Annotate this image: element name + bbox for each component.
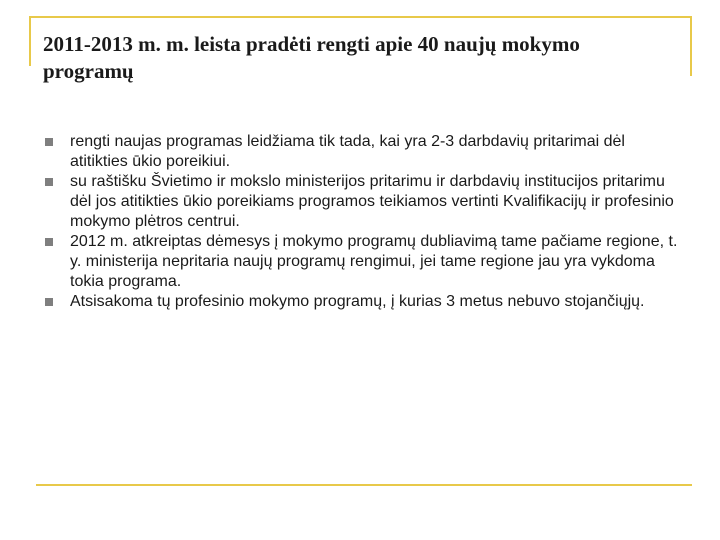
square-bullet-icon: [45, 298, 53, 306]
bullet-text: 2012 m. atkreiptas dėmesys į mokymo programų dubliavimą tame pačiame regione, t. y. ministerija nepritaria naujų programų rengimui, jei tame regione jau yra vykdoma tokia programa.: [70, 233, 678, 290]
bullet-item: [45, 232, 685, 292]
bullet-item: [45, 292, 685, 312]
slide-title: 2011-2013 m. m. leista pradėti rengti apie 40 naujų mokymo programų: [43, 32, 580, 83]
square-bullet-icon: [45, 238, 53, 246]
square-bullet-icon: [45, 178, 53, 186]
bullet-text: rengti naujas programas leidžiama tik tada, kai yra 2-3 darbdavių pritarimai dėl atitikties ūkio poreikiui.: [70, 133, 625, 170]
bullet-item: [45, 172, 685, 232]
bullet-text: su raštišku Švietimo ir mokslo ministerijos pritarimu ir darbdavių institucijos pritarimu dėl jos atitikties ūkio poreikiams programos teikiamos vertinti Kvalifikacijų ir profesinio mokymo plėtros centrui.: [70, 173, 674, 230]
bottom-rule: [36, 484, 692, 486]
bullet-text: Atsisakoma tų profesinio mokymo programų, į kurias 3 metus nebuvo stojančiųjų.: [70, 293, 645, 310]
top-rule: [29, 16, 692, 18]
bullet-item: [45, 132, 685, 172]
bullet-list: [45, 132, 685, 312]
left-rule: [29, 16, 31, 66]
right-rule: [690, 16, 692, 76]
square-bullet-icon: [45, 138, 53, 146]
